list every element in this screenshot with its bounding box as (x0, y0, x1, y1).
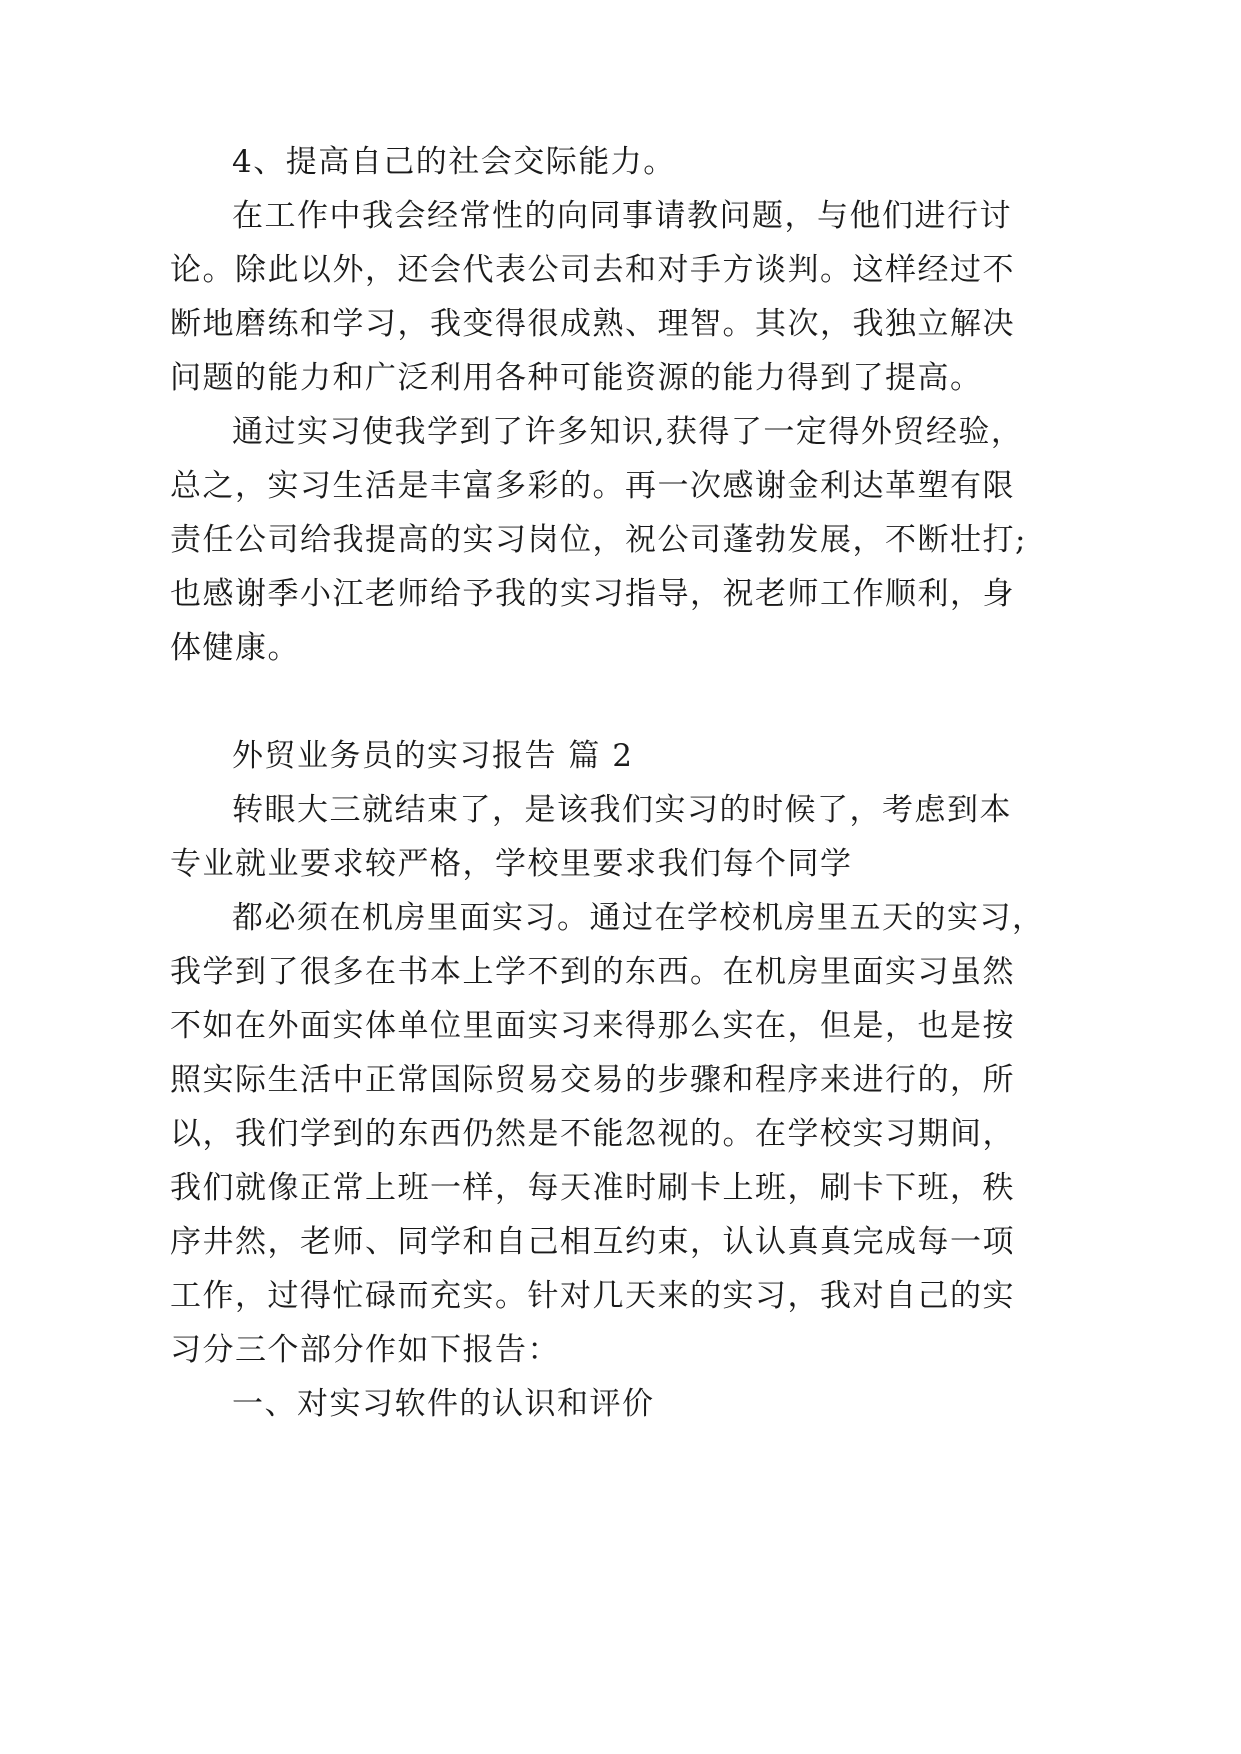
paragraph-line: 都必须在机房里面实习。通过在学校机房里五天的实习， (232, 900, 1045, 936)
paragraph-line: 以，我们学到的东西仍然是不能忽视的。在学校实习期间， (170, 1116, 1015, 1152)
paragraph-line: 责任公司给我提高的实习岗位，祝公司蓬勃发展，不断壮打; (170, 522, 1027, 558)
subsection-heading: 一、对实习软件的认识和评价 (232, 1386, 655, 1422)
paragraph-line: 不如在外面实体单位里面实习来得那么实在，但是，也是按 (170, 1008, 1015, 1044)
paragraph-line: 论。除此以外，还会代表公司去和对手方谈判。这样经过不 (170, 252, 1015, 288)
paragraph-line: 在工作中我会经常性的向同事请教问题，与他们进行讨 (232, 198, 1012, 234)
list-item-heading: 4、提高自己的社会交际能力。 (232, 144, 676, 180)
paragraph-line: 我们就像正常上班一样，每天准时刷卡上班，刷卡下班，秩 (170, 1170, 1015, 1206)
paragraph-line: 照实际生活中正常国际贸易交易的步骤和程序来进行的，所 (170, 1062, 1015, 1098)
paragraph-line: 工作，过得忙碌而充实。针对几天来的实习，我对自己的实 (170, 1278, 1015, 1314)
paragraph-line: 断地磨练和学习，我变得很成熟、理智。其次，我独立解决 (170, 306, 1015, 342)
paragraph-line: 也感谢季小江老师给予我的实习指导，祝老师工作顺利，身 (170, 576, 1015, 612)
paragraph-line: 问题的能力和广泛利用各种可能资源的能力得到了提高。 (170, 360, 983, 396)
paragraph-line: 转眼大三就结束了，是该我们实习的时候了，考虑到本 (232, 792, 1012, 828)
paragraph-line: 我学到了很多在书本上学不到的东西。在机房里面实习虽然 (170, 954, 1015, 990)
paragraph-line: 通过实习使我学到了许多知识,获得了一定得外贸经验， (232, 414, 1024, 450)
paragraph-line: 专业就业要求较严格，学校里要求我们每个同学 (170, 846, 853, 882)
paragraph-line: 习分三个部分作如下报告： (170, 1332, 560, 1368)
paragraph-line: 总之，实习生活是丰富多彩的。再一次感谢金利达革塑有限 (170, 468, 1015, 504)
paragraph-line: 体健康。 (170, 630, 300, 666)
paragraph-line: 序井然，老师、同学和自己相互约束，认认真真完成每一项 (170, 1224, 1015, 1260)
section-title: 外贸业务员的实习报告 篇 2 (232, 738, 634, 774)
